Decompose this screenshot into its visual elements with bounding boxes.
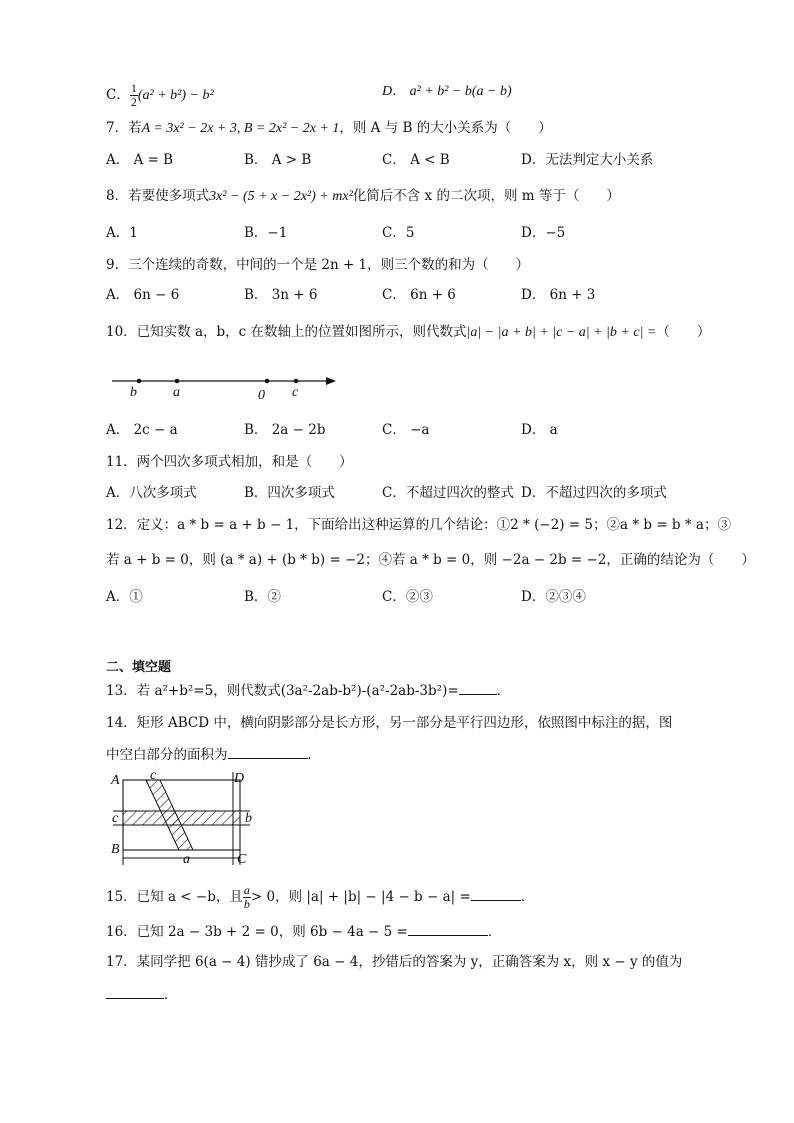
q9-option-b: B． 3n + 6 (244, 287, 318, 303)
q14-line1: 14．矩形 ABCD 中，横向阴影部分是长方形，另一部分是平行四边形，依照图中标注的据，图 (106, 715, 673, 731)
q12-line2: 若 a + b = 0，则 (a * a) + (b * b) = −2；④若 a * b = 0，则 −2a − 2b = −2，正确的结论为（ ） (106, 552, 755, 568)
q14-line2: 中空白部分的面积为 ． (106, 744, 321, 765)
q12-option-c: C．②③ (382, 589, 433, 605)
q7-stem: 7．若A = 3x² − 2x + 3, B = 2x² − 2x + 1，则 A 与 B 的大小关系为（ ） (106, 120, 552, 136)
label-c-top: c (150, 768, 157, 783)
q11-option-b: B．四次多项式 (244, 485, 335, 501)
q12-line1: 12．定义：a * b = a + b − 1，下面给出这种运算的几个结论：①2 * (−2) = 5；②a * b = b * a；③ (106, 517, 731, 533)
q12-option-d: D．②③④ (521, 589, 586, 605)
label-D: D (234, 771, 245, 786)
label-b: b (130, 385, 137, 400)
label-a: a (173, 385, 180, 400)
q10-option-d: D． a (521, 422, 558, 438)
label-c-left: c (112, 811, 119, 826)
q10-option-b: B． 2a − 2b (244, 422, 326, 438)
point-a (175, 379, 180, 384)
q13-answer-blank[interactable] (459, 680, 497, 695)
q11-option-d: D．不超过四次的多项式 (521, 485, 667, 501)
q15-answer-blank[interactable] (471, 886, 521, 901)
q9-stem: 9．三个连续的奇数，中间的一个是 2n + 1，则三个数的和为（ ） (106, 257, 530, 273)
q16-stem: 16．已知 2a − 3b + 2 = 0，则 6b − 4a − 5 = ． (106, 921, 501, 942)
q11-option-c: C．不超过四次的整式 (382, 485, 514, 501)
horizontal-strip (123, 811, 240, 825)
q8-option-a: A．1 (106, 225, 138, 241)
q6-fraction: $\frac{1}{2}$ (130, 81, 137, 109)
q14-rectangle-figure (108, 770, 268, 870)
q12-option-a: A．① (106, 589, 143, 605)
q17-answer-blank[interactable] (106, 984, 164, 999)
label-a: a (183, 852, 190, 867)
q7-option-c: C． A < B (382, 152, 450, 168)
point-zero (265, 379, 270, 384)
label-b: b (245, 811, 252, 826)
section-title-fill-blank: 二、填空题 (106, 660, 172, 675)
q12-option-b: B．② (244, 589, 281, 605)
label-C: C (237, 852, 247, 867)
q17-line1: 17．某同学把 6(a − 4) 错抄成了 6a − 4，抄错后的答案为 y，正确答案为 x，则 x − y 的值为 (106, 954, 683, 970)
q16-answer-blank[interactable] (408, 921, 488, 936)
q9-option-d: D． 6n + 3 (521, 287, 596, 303)
q7-option-d: D．无法判定大小关系 (521, 152, 654, 168)
q6-option-d: D． a² + b² − b(a − b) (382, 84, 512, 99)
q9-option-a: A． 6n − 6 (106, 287, 180, 303)
q10-stem: 10．已知实数 a，b，c 在数轴上的位置如图所示，则代数式|a| − |a + b| + |c − a| + |b + c| =（ ） (106, 324, 711, 340)
q14-answer-blank[interactable] (228, 744, 308, 759)
q8-option-c: C．5 (382, 225, 415, 241)
q6-option-c: C． $\frac{1}{2}$ (a² + b²) − b² (106, 81, 214, 109)
label-B: B (111, 842, 120, 857)
q7-option-a: A． A = B (106, 152, 174, 168)
q10-option-a: A． 2c − a (106, 422, 178, 438)
q8-option-d: D．−5 (521, 225, 566, 241)
label-A: A (111, 773, 120, 788)
q11-option-a: A．八次多项式 (106, 485, 197, 501)
q10-option-c: C． −a (382, 422, 430, 438)
label-c: c (292, 385, 299, 400)
q9-option-c: C． 6n + 6 (382, 287, 456, 303)
q10-number-line (112, 368, 342, 402)
q13-stem: 13．若 a²+b²=5，则代数式(3a²-2ab-b²)-(a²-2ab-3b²)= ． (106, 680, 510, 701)
q8-stem: 8．若要使多项式3x² − (5 + x − 2x²) + mx²化简后不含 x 的二次项，则 m 等于（ ） (106, 188, 620, 204)
label-zero: 0 (258, 388, 265, 403)
q8-option-b: B．−1 (244, 225, 288, 241)
point-b (137, 379, 142, 384)
q11-stem: 11．两个四次多项式相加，和是（ ） (106, 454, 353, 470)
q15-stem: 15．已知 a < −b，且 $\frac{a}{b}$ > 0，则 |a| + |b| − |4 − b − a| = ． (106, 883, 535, 911)
point-c (294, 379, 299, 384)
q17-line2: ． (106, 984, 178, 1005)
q7-option-b: B． A > B (244, 152, 312, 168)
q15-fraction: $\frac{a}{b}$ (243, 883, 250, 911)
